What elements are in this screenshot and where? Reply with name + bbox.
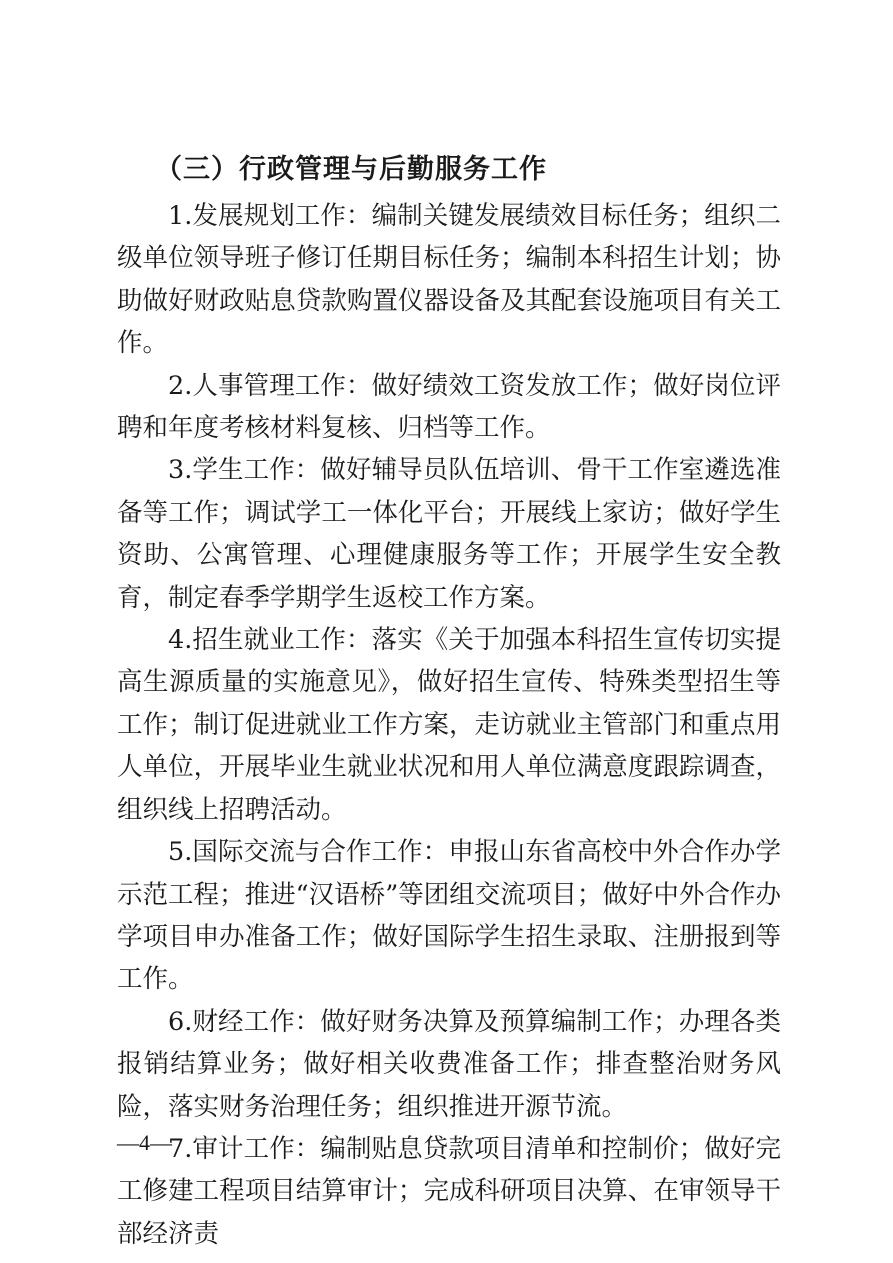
paragraph-development-planning: 1.发展规划工作：编制关键发展绩效目标任务；组织二级单位领导班子修订任期目标任务；编制本科招生计划；协助做好财政贴息贷款购置仪器设备及其配套设施项目有关工作。 [117, 201, 781, 359]
paragraph-student-work: 3.学生工作：做好辅导员队伍培训、骨干工作室遴选准备等工作；调试学工一体化平台；开展线上家访；做好学生资助、公寓管理、心理健康服务等工作；开展学生安全教育，制定春季学期学生返校工作方案。 [117, 455, 781, 613]
paragraph-finance: 6.财经工作：做好财务决算及预算编制工作；办理各类报销结算业务；做好相关收费准备工作；排查整治财务风险，落实财务治理任务；组织推进开源节流。 [117, 1006, 781, 1122]
paragraph-admission-employment: 4.招生就业工作：落实《关于加强本科招生宣传切实提高生源质量的实施意见》，做好招生宣传、特殊类型招生等工作；制订促进就业工作方案，走访就业主管部门和重点用人单位，开展毕业生就业状况和用人单位满意度跟踪调查，组织线上招聘活动。 [117, 625, 781, 825]
paragraph-personnel-management: 2.人事管理工作：做好绩效工资发放工作；做好岗位评聘和年度考核材料复核、归档等工作。 [117, 370, 781, 444]
body-text [117, 195, 781, 1255]
section-heading: （三）行政管理与后勤服务工作 [155, 154, 547, 185]
page-number: —4— [117, 1130, 172, 1155]
paragraph-international-exchange: 5.国际交流与合作工作：申报山东省高校中外合作办学示范工程；推进“汉语桥”等团组交流项目；做好中外合作办学项目申办准备工作；做好国际学生招生录取、注册报到等工作。 [117, 837, 781, 995]
paragraph-audit: 7.审计工作：编制贴息贷款项目清单和控制价；做好完工修建工程项目结算审计；完成科研项目决算、在审领导干部经济责 [117, 1133, 781, 1249]
